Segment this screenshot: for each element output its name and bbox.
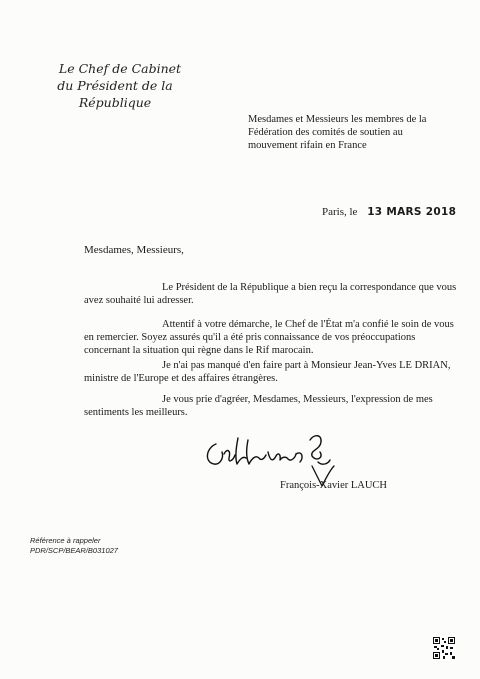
signer-name: François-Xavier LAUCH xyxy=(280,480,388,491)
paragraph-line: Le Président de la République a bien reçu la correspondance que vous xyxy=(162,282,457,293)
recipient-line: mouvement rifain en France xyxy=(248,140,367,151)
letterhead-line-1: Le Chef de Cabinet xyxy=(58,61,182,76)
salutation: Mesdames, Messieurs, xyxy=(84,244,184,256)
date-place: Paris, le xyxy=(322,206,358,218)
paragraph-2 xyxy=(84,318,454,357)
letterhead xyxy=(30,60,200,111)
reference-code: PDR/SCP/BEAR/B031027 xyxy=(30,546,118,555)
recipient-address xyxy=(248,113,463,152)
paragraph-line: ministre de l'Europe et des affaires étrangères. xyxy=(84,373,278,384)
recipient-line: Mesdames et Messieurs les membres de la xyxy=(248,114,427,125)
paragraph-line: Je vous prie d'agréer, Mesdames, Messieurs, l'expression de mes xyxy=(162,394,433,405)
recipient-line: Fédération des comités de soutien au xyxy=(248,127,403,138)
paragraph-line: Je n'ai pas manqué d'en faire part à Monsieur Jean-Yves LE DRIAN, xyxy=(162,360,451,371)
paragraph-1 xyxy=(84,281,457,307)
date-line xyxy=(322,206,456,218)
paragraph-line: en remercier. Soyez assurés qu'il a été pris connaissance de vos préoccupations xyxy=(84,332,416,343)
paragraph-line: sentiments les meilleurs. xyxy=(84,407,188,418)
paragraph-4 xyxy=(84,393,433,419)
paragraph-line: concernant la situation qui règne dans le Rif marocain. xyxy=(84,345,314,356)
letterhead-line-2: du Président de la République xyxy=(57,78,173,110)
reference-block xyxy=(30,536,118,556)
qr-code-icon xyxy=(432,636,456,660)
handwritten-signature xyxy=(200,428,380,488)
reference-label: Référence à rappeler xyxy=(30,536,101,545)
paragraph-line: Attentif à votre démarche, le Chef de l'État m'a confié le soin de vous xyxy=(162,319,454,330)
date-stamp: 13 MARS 2018 xyxy=(367,206,457,218)
paragraph-3 xyxy=(84,359,451,385)
paragraph-line: avez souhaité lui adresser. xyxy=(84,295,194,306)
